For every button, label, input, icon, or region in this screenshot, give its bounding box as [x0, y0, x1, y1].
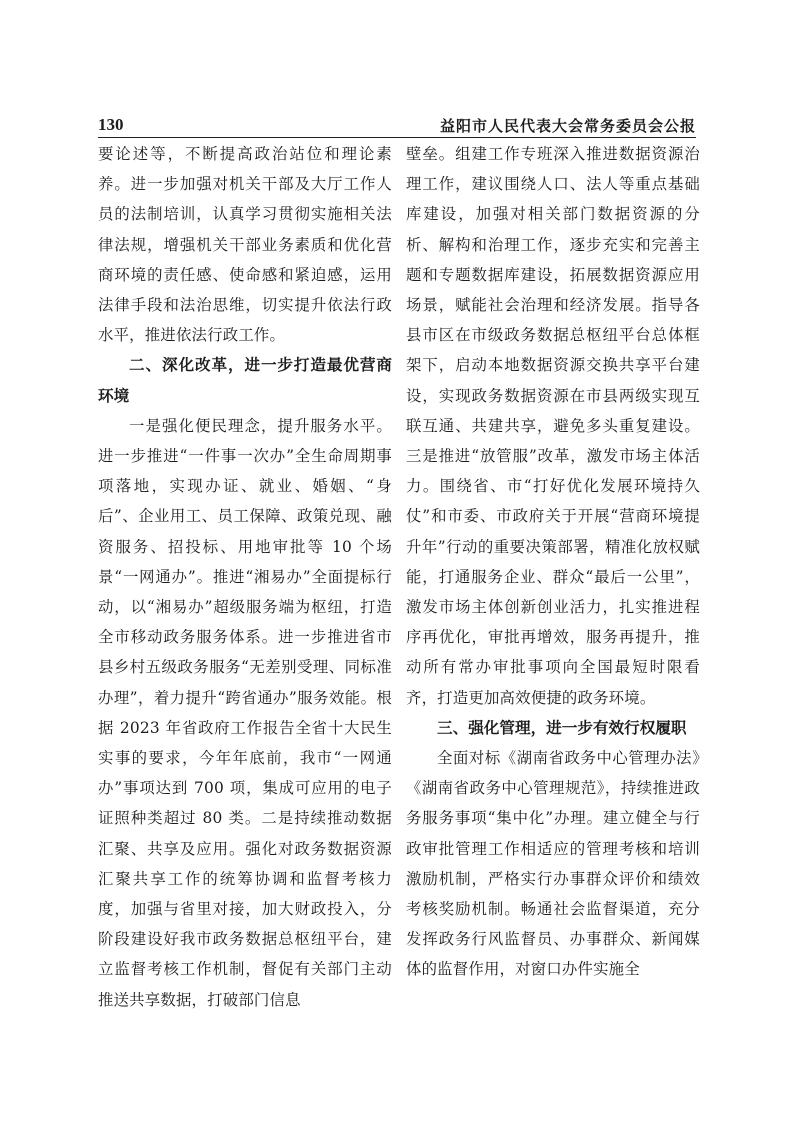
paragraph-continuation: 要论述等，不断提高政治站位和理论素养。进一步加强对机关干部及大厅工作人员的法制培训，认真学习贯彻实施相关法律法规，增强机关干部业务素质和优化营商环境的责任感、使命感和紧迫感，运用法律手段和法治思维，切实提升依法行政水平，推进依法行政工作。 [98, 145, 392, 345]
paragraph-section-2: 一是强化便民理念，提升服务水平。进一步推进“一件事一次办”全生命周期事项落地，实现办证、就业、婚姻、“身后”、企业用工、员工保障、政策兑现、融资服务、招投标、用地审批等 10 个场景“一网通办”。推进“湘易办”全面提标行动，以“湘易办”超级服务端为枢纽，打造全市移动政务服务体系。进一步推进省市县乡村五级政务服务“无差别受理、同标准办理”，着力提升“跨省通办”服务效能。根据 2023 年省政府工作报告全省十大民生实事的要求，今年年底前，我市“一网通办”事项达到 700 项，集成可应用的电子证照种类超过 80 类。二是持续推动数据汇聚、共享及应用。强化对政务数据资源汇聚共享工作的统筹协调和监督考核力度，加强与省里对接，加大财政投入，分阶段建设好我市政务数据总枢纽平台，建立监督考核工作机制，督促有关部门主动推送共享数据，打破部门信息 [98, 416, 392, 1009]
section-heading-2: 二、深化改革，进一步打造最优营商环境 [98, 356, 392, 405]
page-header [98, 112, 696, 136]
header-divider [98, 137, 696, 138]
paragraph-section-3: 全面对标《湖南省政务中心管理办法》《湖南省政务中心管理规范》，持续推进政务服务事项“集中化”办理。建立健全与行政审批管理工作相适应的管理考核和培训激励机制，严格实行办事群众评价和绩效考核奖励机制。畅通社会监督渠道，充分发挥政务行风监督员、办事群众、新闻媒体的监督作用，对窗口办件实施全 [406, 749, 700, 979]
left-column [98, 139, 392, 1015]
section-heading-3: 三、强化管理，进一步有效行权履职 [437, 718, 687, 737]
journal-title: 益阳市人民代表大会常务委员会公报 [439, 117, 696, 135]
page-number: 130 [98, 115, 124, 134]
right-column [406, 139, 700, 985]
paragraph-continued: 壁垒。组建工作专班深入推进数据资源治理工作，建议围绕人口、法人等重点基础库建设，加强对相关部门数据资源的分析、解构和治理工作，逐步充实和完善主题和专题数据库建设，拓展数据资源应用场景，赋能社会治理和经济发展。指导各县市区在市级政务数据总枢纽平台总体框架下，启动本地数据资源交换共享平台建设，实现政务数据资源在市县两级实现互联互通、共建共享，避免多头重复建设。三是推进“放管服”改革，激发市场主体活力。围绕省、市“打好优化发展环境持久仗”和市委、市政府关于开展“营商环境提升年”行动的重要决策部署，精准化放权赋能，打通服务企业、群众“最后一公里”，激发市场主体创新创业活力，扎实推进程序再优化，审批再增效，服务再提升，推动所有常办审批事项向全国最短时限看齐，打造更加高效便捷的政务环境。 [406, 145, 700, 707]
